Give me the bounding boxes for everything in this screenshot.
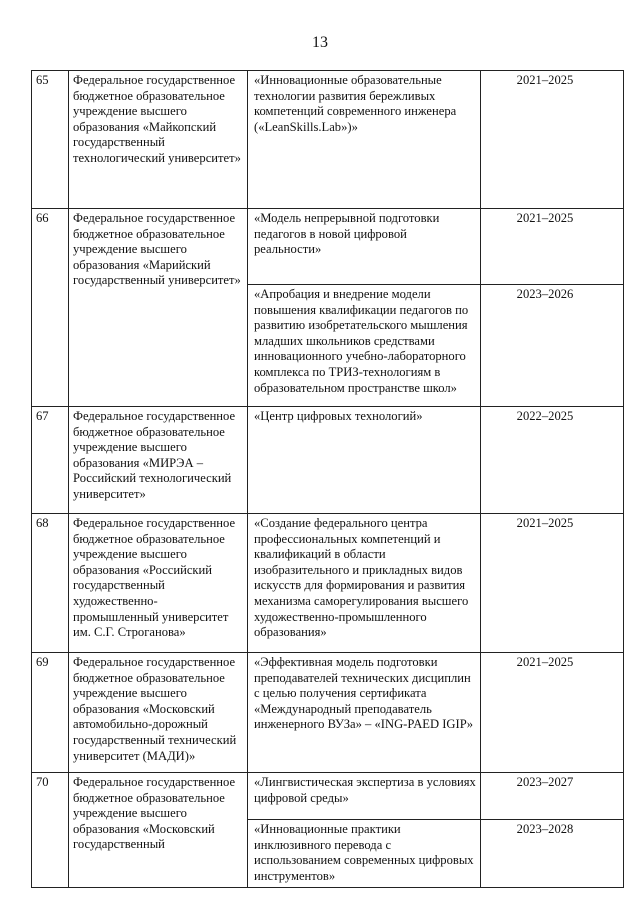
period-cell: 2022–2025 xyxy=(481,407,624,514)
row-number: 69 xyxy=(32,653,69,773)
project-cell: «Инновационные образовательные технологии развития бережливых компетенций современного инженера («LeanSkills.Lab»)» xyxy=(248,71,481,209)
project-cell: «Центр цифровых технологий» xyxy=(248,407,481,514)
project-cell: «Создание федерального центра профессиональных компетенций и квалификаций в области изобразительного и прикладных видов искусств для формирования и развития механизма саморегулирования высшего художественно-промышленного образования» xyxy=(248,514,481,653)
organization-cell: Федеральное государственное бюджетное образовательное учреждение высшего образования «Майкопский государственный технологический университет» xyxy=(69,71,248,209)
period-cell: 2023–2026 xyxy=(481,285,624,407)
table-row xyxy=(32,773,624,820)
table-row xyxy=(32,71,624,209)
table-row xyxy=(32,653,624,773)
period-cell: 2023–2027 xyxy=(481,773,624,820)
projects-table xyxy=(31,70,624,888)
organization-cell: Федеральное государственное бюджетное образовательное учреждение высшего образования «Марийский государственный университет» xyxy=(69,209,248,407)
organization-cell: Федеральное государственное бюджетное образовательное учреждение высшего образования «МИРЭА – Российский технологический университет» xyxy=(69,407,248,514)
period-cell: 2021–2025 xyxy=(481,209,624,285)
organization-cell: Федеральное государственное бюджетное образовательное учреждение высшего образования «Московский государственный xyxy=(69,773,248,888)
project-cell: «Инновационные практики инклюзивного перевода с использованием современных цифровых инструментов» xyxy=(248,820,481,888)
period-cell: 2021–2025 xyxy=(481,71,624,209)
project-cell: «Эффективная модель подготовки преподавателей технических дисциплин с целью получения сертификата «Международный преподаватель инженерного ВУЗа» – «ING-PAED IGIP» xyxy=(248,653,481,773)
period-cell: 2021–2025 xyxy=(481,514,624,653)
project-cell: «Модель непрерывной подготовки педагогов в новой цифровой реальности» xyxy=(248,209,481,285)
project-cell: «Апробация и внедрение модели повышения квалификации педагогов по развитию изобретательского мышления младших школьников средствами инновационного учебно-лабораторного комплекса по ТРИЗ-технологиям в образовательном пространстве школ» xyxy=(248,285,481,407)
period-cell: 2021–2025 xyxy=(481,653,624,773)
table-row xyxy=(32,514,624,653)
table-row xyxy=(32,407,624,514)
table-row xyxy=(32,209,624,285)
organization-cell: Федеральное государственное бюджетное образовательное учреждение высшего образования «Российский государственный художественно-промышленный университет им. С.Г. Строганова» xyxy=(69,514,248,653)
project-cell: «Лингвистическая экспертиза в условиях цифровой среды» xyxy=(248,773,481,820)
row-number: 70 xyxy=(32,773,69,888)
row-number: 66 xyxy=(32,209,69,407)
organization-cell: Федеральное государственное бюджетное образовательное учреждение высшего образования «Московский автомобильно-дорожный государственный технический университет (МАДИ)» xyxy=(69,653,248,773)
row-number: 68 xyxy=(32,514,69,653)
row-number: 65 xyxy=(32,71,69,209)
row-number: 67 xyxy=(32,407,69,514)
page-number: 13 xyxy=(312,34,328,51)
period-cell: 2023–2028 xyxy=(481,820,624,888)
